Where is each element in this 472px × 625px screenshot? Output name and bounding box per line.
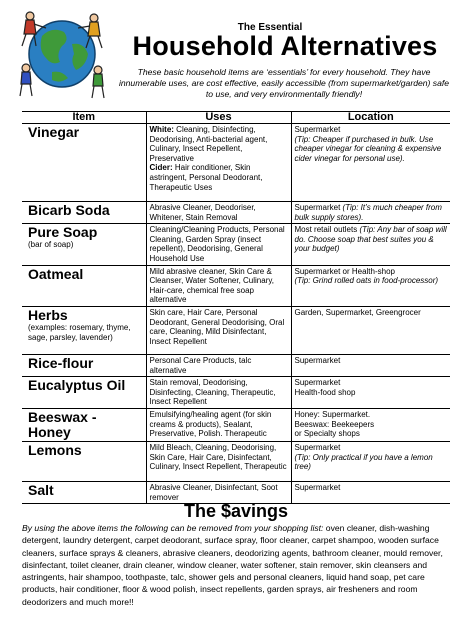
earth-globe-icon [12, 4, 110, 100]
item-name: Salt [28, 481, 54, 498]
location-text: Garden, Supermarket, Greengrocer [291, 306, 450, 354]
intro-text: These basic household items are ‘essentials’ for every household. They have innumerable uses, are cost effective, easily accessible (from supermarket/garden) safe to use, and very environmentally friendly! [118, 67, 450, 99]
page-title: Household Alternatives [132, 31, 438, 61]
location-text: Honey: Supermarket. [294, 409, 371, 419]
column-header-location: Location [291, 112, 450, 124]
savings-title: The $avings [183, 501, 289, 521]
item-name: Rice-flour [28, 354, 94, 371]
uses-text: Abrasive Cleaner, Disinfectant, Soot remover [146, 481, 291, 503]
uses-text: Personal Care Products, talc alternative [146, 354, 291, 376]
location-text: Supermarket or Health-shop [294, 266, 395, 276]
uses-text: Cleaning, Disinfecting, Deodorising, Anti-bacterial agent, Culinary, Insect Repellent, Preservative [149, 125, 268, 163]
table-row [22, 202, 450, 224]
item-name: Eucalyptus Oil [28, 377, 126, 394]
table-row [22, 265, 450, 306]
savings-text [22, 522, 452, 608]
table-row [22, 408, 450, 441]
location-text: Health-food shop [294, 387, 356, 397]
location-text: Supermarket [291, 354, 450, 376]
location-tip: (Tip: Cheaper if purchased in bulk. Use cheaper vinegar for cleaning & expensive cider vinegar for personal use). [294, 134, 442, 163]
location-tip: (Tip: It’s much cheaper from bulk supply stores). [294, 203, 442, 222]
location-text: Supermarket [294, 203, 341, 212]
uses-text: Hair conditioner, Skin astringent, Personal Deodorant, Therapeutic Uses [149, 163, 263, 192]
location-tip: (Tip: Grind rolled oats in food-processor) [294, 276, 439, 286]
uses-text: Abrasive Cleaner, Deodoriser, Whitener, Stain Removal [146, 202, 291, 224]
savings-list: oven cleaner, dish-washing detergent, laundry detergent, carpet deodorant, surface spray, floor cleaner, carpet shampoo, wooden surface cleaners, surface sprays & cleaners, abrasive cleaners, deodorizing agents, bathroom cleaner, mould remover, disinfectant, toilet cleaner, drain cleaner, window cleaner, water softener, stain remover, skin cleansers and astringents, hair shampoo, toothpaste, talc, shower gels and personal cleaners, liquid hand soap, pet care products, hair conditioner, floor & wood polish, insect repellents, garden sprays, air fresheners and room deodorizers and much more!! [22, 523, 443, 607]
uses-text: Mild Bleach, Cleaning, Deodorising, Skin Care, Hair Care, Disinfectant, Culinary, Insect Repellent, Therapeutic [146, 441, 291, 481]
table-header-row [22, 112, 450, 124]
location-text: Beeswax: Beekeepers [294, 419, 375, 429]
item-name: Lemons [28, 441, 82, 458]
item-name: Beeswax - Honey [28, 408, 97, 440]
uses-text: Skin care, Hair Care, Personal Deodorant, General Deodorising, Oral care, Cleaning, Mild Disinfectant, Insect Repellent [146, 306, 291, 354]
alternatives-table [22, 111, 450, 504]
column-header-item: Item [22, 112, 146, 124]
uses-text: Cleaning/Cleaning Products, Personal Cleaning, Garden Spray (insect repellent), Deodorising, General Household Use [146, 224, 291, 265]
location-text: Supermarket [294, 442, 341, 452]
item-name: Oatmeal [28, 265, 84, 282]
uses-label: Cider: [149, 163, 173, 173]
table-row [22, 124, 450, 202]
table-row [22, 354, 450, 376]
location-text: Supermarket [294, 125, 341, 134]
table-row [22, 441, 450, 481]
table-row [22, 377, 450, 409]
table-row [22, 306, 450, 354]
location-tip: (Tip: Only practical if you have a lemon tree) [294, 452, 433, 472]
item-name: Pure Soap [28, 224, 98, 241]
uses-text: Emulsifying/healing agent (for skin creams & products), Sealant, Preservative, Polish. Therapeutic [146, 408, 291, 441]
savings-lead: By using the above items the following can be removed from your shopping list: [22, 523, 324, 533]
item-name: Bicarb Soda [28, 202, 110, 218]
column-header-uses: Uses [146, 112, 291, 124]
location-text: Supermarket [294, 378, 341, 388]
pre-title: The Essential [237, 22, 303, 33]
uses-text: Stain removal, Deodorising, Disinfecting, Cleaning, Therapeutic, Insect Repellent [146, 377, 291, 409]
uses-label: White: [149, 125, 174, 134]
table-row [22, 224, 450, 265]
item-note: (examples: rosemary, thyme, sage, parsley, lavender) [28, 322, 131, 342]
uses-text: Mild abrasive cleaner, Skin Care & Cleanser, Water Softener, Culinary, Hair-care, chemical free soap alternative [146, 265, 291, 306]
location-tip: (Tip: Any bar of soap will do. Choose soap that best suites you & your budget) [294, 225, 447, 254]
location-text: Supermarket [291, 481, 450, 503]
item-name: Vinegar [28, 124, 80, 140]
location-text: or Specialty shops [294, 429, 360, 439]
item-note: (bar of soap) [28, 240, 74, 250]
location-text: Most retail outlets [294, 225, 358, 235]
item-name: Herbs [28, 306, 68, 323]
